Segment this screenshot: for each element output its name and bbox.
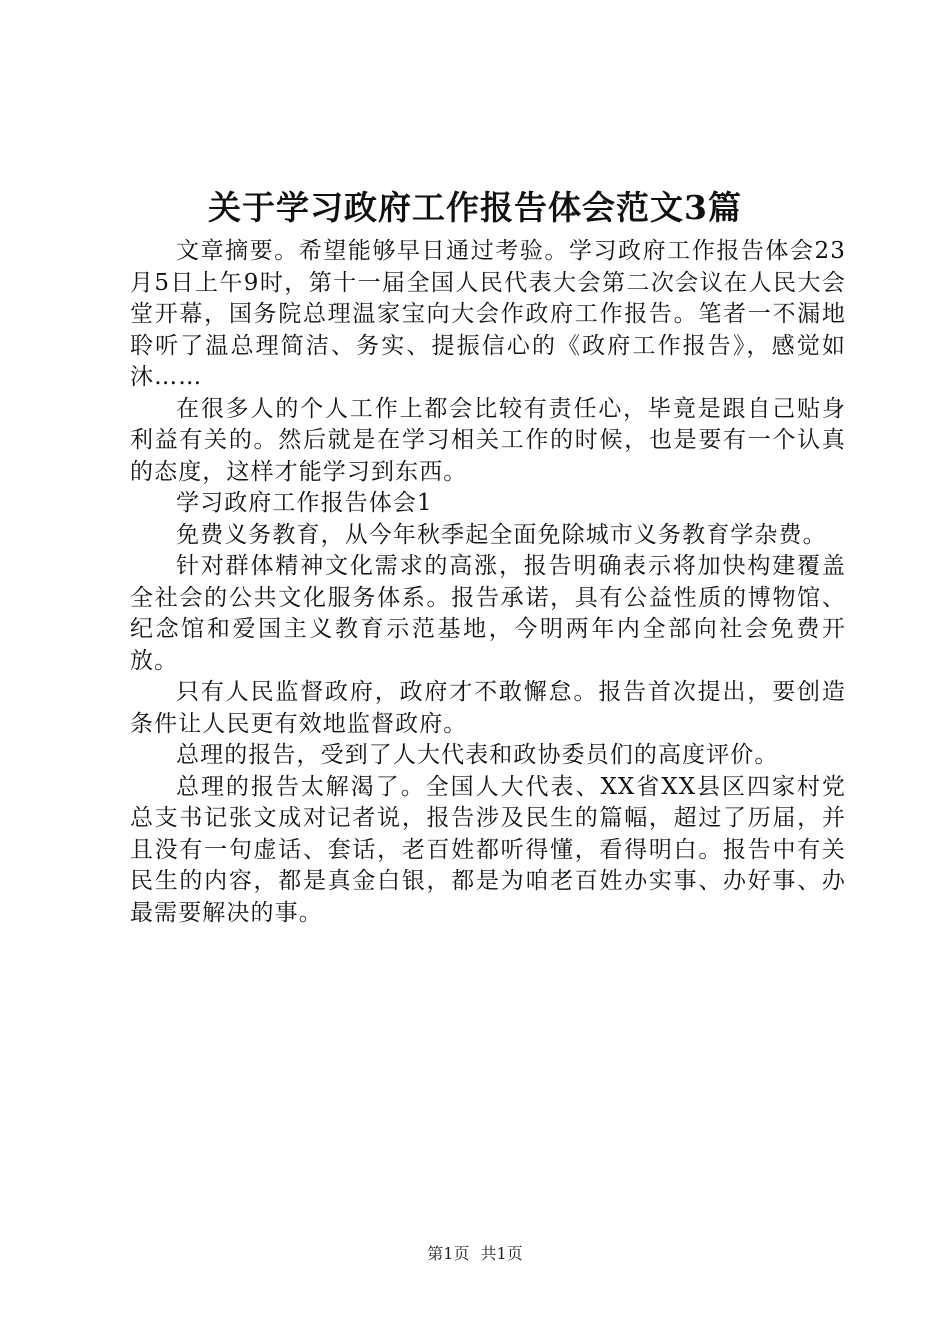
page-number-current: 第1页: [427, 1244, 470, 1263]
paragraph-supervision: 只有人民监督政府，政府才不敢懈怠。报告首次提出，要创造条件让人民更有效地监督政府。: [130, 679, 846, 737]
paragraph-livelihood: 总理的报告太解渴了。全国人大代表、XX省XX县区四家村党总支书记张文成对记者说，报告涉及民生的篇幅，超过了历届，并且没有一句虚话、套话，老百姓都听得懂，看得明白。报告中有关民生的内容，都是真金白银，都是为咱老百姓办实事、办好事、办最需要解决的事。: [130, 773, 846, 926]
page-footer: [0, 1242, 950, 1266]
section-heading-1: 学习政府工作报告体会1: [176, 490, 433, 516]
paragraph-free-education: 免费义务教育，从今年秋季起全面免除城市义务教育学杂费。: [176, 521, 827, 548]
paragraph-evaluation: 总理的报告，受到了人大代表和政协委员们的高度评价。: [176, 742, 779, 768]
document-body: [130, 236, 846, 929]
page-number-total: 共1页: [480, 1244, 523, 1263]
paragraph-responsibility: 在很多人的个人工作上都会比较有责任心，毕竟是跟自己贴身利益有关的。然后就是在学习相关工作的时候，也是要有一个认真的态度，这样才能学习到东西。: [130, 395, 846, 485]
document-title: 关于学习政府工作报告体会范文3篇: [208, 188, 742, 227]
paragraph-public-culture: 针对群体精神文化需求的高涨，报告明确表示将加快构建覆盖全社会的公共文化服务体系。报告承诺，具有公益性质的博物馆、纪念馆和爱国主义教育示范基地，今明两年内全部向社会免费开放。: [130, 553, 846, 674]
paragraph-summary: 文章摘要。希望能够早日通过考验。学习政府工作报告体会23月5日上午9时，第十一届全国人民代表大会第二次会议在人民大会堂开幕，国务院总理温家宝向大会作政府工作报告。笔者一不漏地聆听了温总理简洁、务实、提振信心的《政府工作报告》，感觉如沐……: [130, 238, 846, 390]
